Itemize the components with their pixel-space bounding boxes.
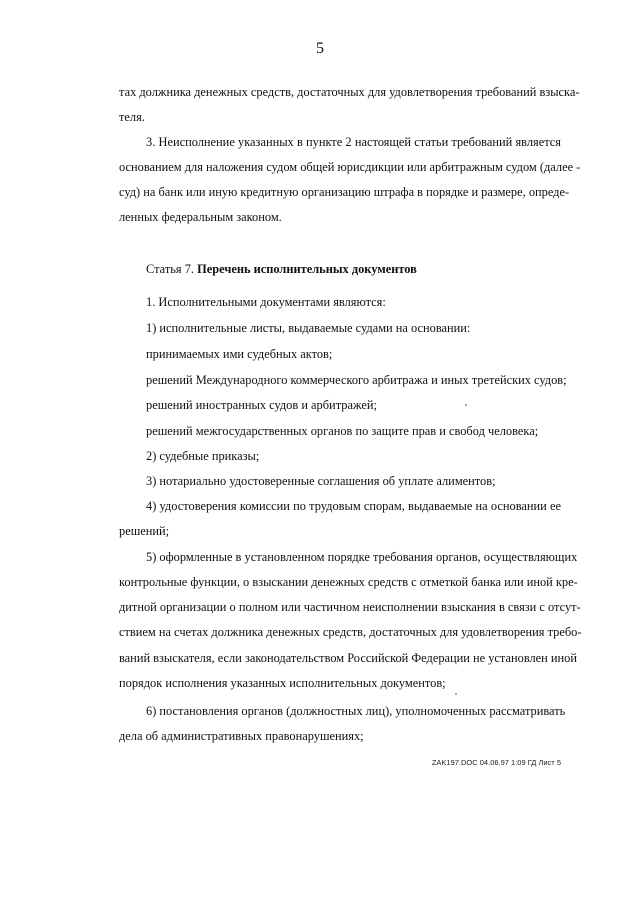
text-line: дитной организации о полном или частичном неисполнении взыскания в связи с отсут- xyxy=(119,600,581,614)
text-line: 2) судебные приказы; xyxy=(146,449,260,463)
text-line: тах должника денежных средств, достаточных для удовлетворения требований взыска- xyxy=(119,85,580,99)
text-line: решений; xyxy=(119,524,170,538)
text-line: ствием на счетах должника денежных средств, достаточных для удовлетворения требо- xyxy=(119,625,582,639)
text-line: 1) исполнительные листы, выдаваемые судами на основании: xyxy=(146,321,471,335)
text-line: 1. Исполнительными документами являются: xyxy=(146,295,386,309)
scan-speck xyxy=(465,404,467,406)
text-line: порядок исполнения указанных исполнительных документов; xyxy=(119,676,446,690)
text-line: основанием для наложения судом общей юрисдикции или арбитражным судом (далее - xyxy=(119,160,581,174)
text-line: теля. xyxy=(119,110,145,124)
text-line: 3. Неисполнение указанных в пункте 2 настоящей статьи требований является xyxy=(146,135,561,149)
text-line: 3) нотариально удостоверенные соглашения об уплате алиментов; xyxy=(146,474,496,488)
text-line: принимаемых ими судебных актов; xyxy=(146,347,333,361)
text-line: суд) на банк или иную кредитную организацию штрафа в порядке и размере, опреде- xyxy=(119,185,570,199)
page-number: 5 xyxy=(316,40,324,57)
text-line: решений иностранных судов и арбитражей; xyxy=(146,398,377,412)
scan-speck xyxy=(455,693,457,695)
text-line: решений межгосударственных органов по защите прав и свобод человека; xyxy=(146,424,539,438)
document-footer: ZAK197.DOC 04.06.97 1:09 ГД Лист 5 xyxy=(431,758,561,767)
article-title: Перечень исполнительных документов xyxy=(197,262,417,276)
article-heading xyxy=(146,261,561,277)
text-line: 4) удостоверения комиссии по трудовым спорам, выдаваемые на основании ее xyxy=(146,499,561,513)
text-line: ваний взыскателя, если законодательством Российской Федерации не установлен иной xyxy=(119,651,578,665)
text-line: 5) оформленные в установленном порядке требования органов, осуществляющих xyxy=(146,550,578,564)
text-line: 6) постановления органов (должностных лиц), уполномоченных рассматривать xyxy=(146,704,566,718)
text-line: контрольные функции, о взыскании денежных средств с отметкой банка или иной кре- xyxy=(119,575,578,589)
text-line: дела об административных правонарушениях; xyxy=(119,729,364,743)
text-line: ленных федеральным законом. xyxy=(119,210,282,224)
article-number: Статья 7. xyxy=(146,262,198,276)
text-line: решений Международного коммерческого арбитража и иных третейских судов; xyxy=(146,373,567,387)
